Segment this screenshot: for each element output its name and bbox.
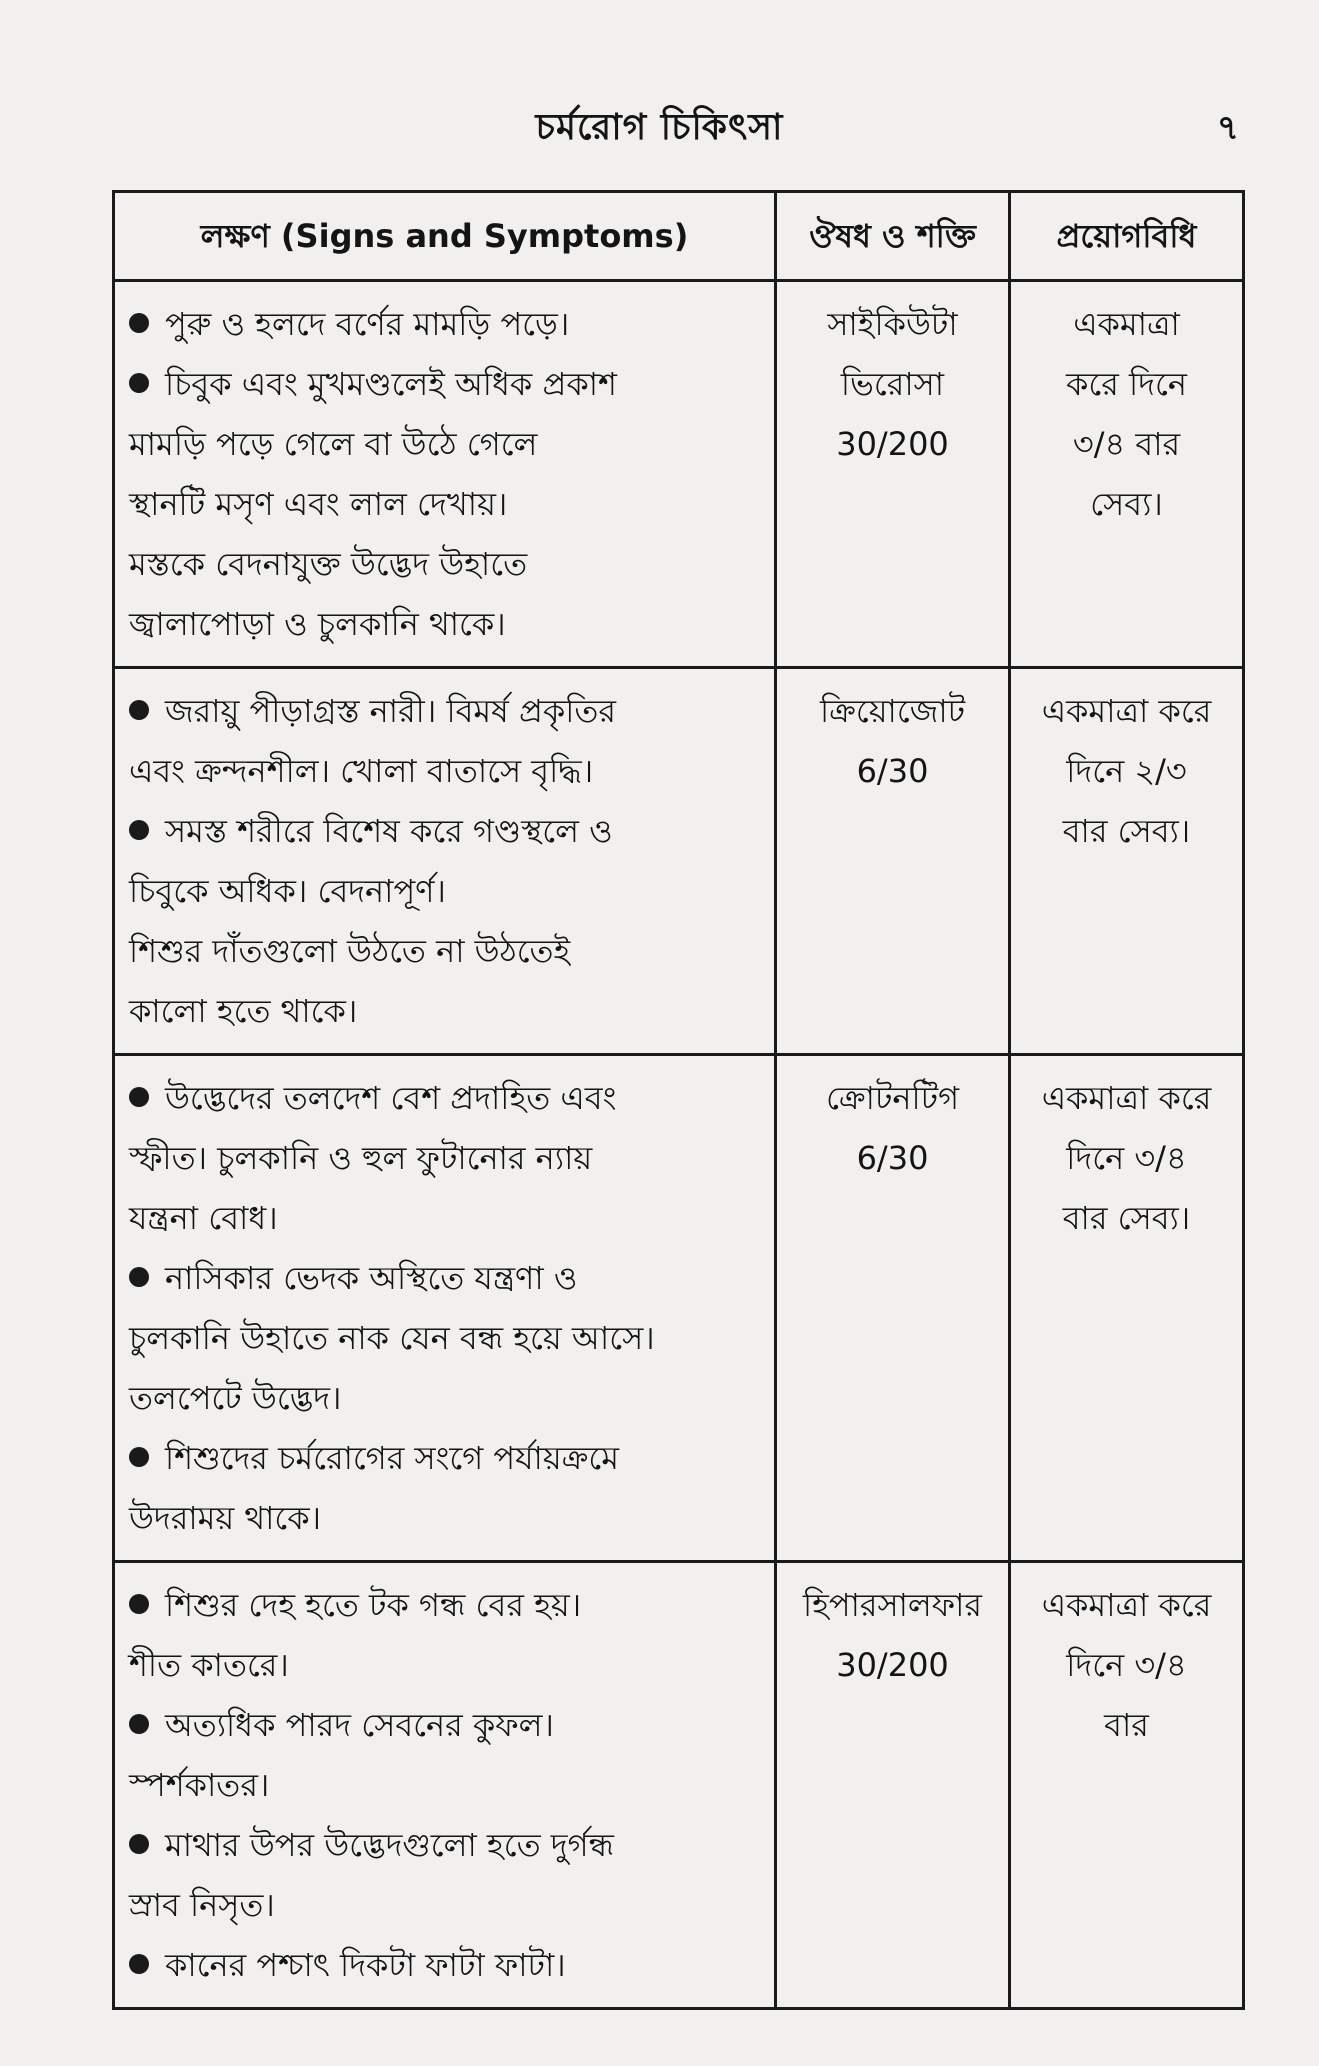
- symptoms-cell: [114, 281, 776, 668]
- cell-line: [129, 1128, 764, 1188]
- bullet-icon: [129, 1834, 149, 1854]
- line-text: একমাত্রা করে: [1041, 1586, 1212, 1624]
- cell-line: [129, 1188, 764, 1248]
- line-text: ক্রোটনটিগ: [825, 1079, 960, 1117]
- cell-line: [1017, 681, 1236, 741]
- page-number: ৭: [1216, 108, 1239, 148]
- cell-line: [129, 354, 764, 414]
- cell-line: [1017, 474, 1236, 534]
- cell-line: [129, 801, 764, 861]
- table-body: [114, 281, 1244, 2009]
- line-text: 30/200: [836, 425, 949, 463]
- cell-line: [129, 1575, 764, 1635]
- dosage-cell: [1010, 281, 1244, 668]
- bullet-icon: [129, 1714, 149, 1734]
- line-text: চুলকানি উহাতে নাক যেন বন্ধ হয়ে আসে।: [129, 1319, 655, 1357]
- line-text: 30/200: [836, 1646, 949, 1684]
- table-row: [114, 668, 1244, 1055]
- cell-line: [1017, 1695, 1236, 1755]
- cell-line: [1017, 801, 1236, 861]
- cell-line: [783, 1575, 1002, 1635]
- line-text: দিনে ৩/৪: [1066, 1139, 1187, 1177]
- cell-line: [129, 1308, 764, 1368]
- line-text: 6/30: [856, 752, 929, 790]
- line-text: অত্যধিক পারদ সেবনের কুফল।: [165, 1706, 554, 1744]
- table-row: [114, 1055, 1244, 1562]
- line-text: 6/30: [856, 1139, 929, 1177]
- line-text: পুরু ও হলদে বর্ণের মামড়ি পড়ে।: [165, 305, 570, 343]
- line-text: দিনে ৩/৪: [1066, 1646, 1187, 1684]
- cell-line: [129, 1368, 764, 1428]
- line-text: নাসিকার ভেদক অস্থিতে যন্ত্রণা ও: [165, 1259, 578, 1297]
- medicine-cell: [776, 1562, 1010, 2009]
- cell-line: [783, 741, 1002, 801]
- symptoms-cell: [114, 668, 776, 1055]
- line-text: বার সেব্য।: [1062, 812, 1191, 850]
- cell-line: [129, 1068, 764, 1128]
- cell-line: [783, 681, 1002, 741]
- cell-line: [1017, 294, 1236, 354]
- line-text: মামড়ি পড়ে গেলে বা উঠে গেলে: [129, 425, 538, 463]
- line-text: ভিরোসা: [840, 365, 945, 403]
- page-header: [0, 96, 1319, 156]
- line-text: কানের পশ্চাৎ দিকটা ফাটা ফাটা।: [165, 1946, 566, 1984]
- cell-line: [1017, 354, 1236, 414]
- line-text: বার সেব্য।: [1062, 1199, 1191, 1237]
- cell-line: [129, 1428, 764, 1488]
- cell-line: [129, 861, 764, 921]
- cell-line: [1017, 1575, 1236, 1635]
- line-text: শিশুর দাঁতগুলো উঠতে না উঠতেই: [129, 932, 571, 970]
- line-text: মাথার উপর উদ্ভেদগুলো হতে দুর্গন্ধ: [165, 1826, 614, 1864]
- line-text: মস্তকে বেদনাযুক্ত উদ্ভেদ উহাতে: [129, 545, 528, 583]
- line-text: এবং ক্রন্দনশীল। খোলা বাতাসে বৃদ্ধি।: [129, 752, 594, 790]
- cell-line: [129, 681, 764, 741]
- cell-line: [783, 1635, 1002, 1695]
- line-text: হিপারসালফার: [802, 1586, 983, 1624]
- column-header-dosage: প্রয়োগবিধি: [1010, 192, 1244, 281]
- bullet-icon: [129, 700, 149, 720]
- line-text: স্রাব নিসৃত।: [129, 1886, 275, 1924]
- line-text: কালো হতে থাকে।: [129, 992, 358, 1030]
- medicine-cell: [776, 668, 1010, 1055]
- cell-line: [1017, 1635, 1236, 1695]
- line-text: জ্বালাপোড়া ও চুলকানি থাকে।: [129, 605, 506, 643]
- line-text: সেব্য।: [1090, 485, 1163, 523]
- bullet-icon: [129, 820, 149, 840]
- line-text: একমাত্রা: [1073, 305, 1180, 343]
- cell-line: [129, 1935, 764, 1995]
- cell-line: [783, 354, 1002, 414]
- line-text: সাইকিউটা: [827, 305, 958, 343]
- dosage-cell: [1010, 1055, 1244, 1562]
- cell-line: [129, 1695, 764, 1755]
- line-text: শিশুর দেহ হতে টক গন্ধ বের হয়।: [165, 1586, 582, 1624]
- line-text: যন্ত্রনা বোধ।: [129, 1199, 278, 1237]
- line-text: বার: [1104, 1706, 1149, 1744]
- cell-line: [129, 594, 764, 654]
- cell-line: [129, 741, 764, 801]
- cell-line: [129, 474, 764, 534]
- line-text: চিবুকে অধিক। বেদনাপূর্ণ।: [129, 872, 446, 910]
- column-header-medicine: ঔষধ ও শক্তি: [776, 192, 1010, 281]
- cell-line: [129, 1635, 764, 1695]
- bullet-icon: [129, 1447, 149, 1467]
- line-text: করে দিনে: [1066, 365, 1187, 403]
- medicine-cell: [776, 281, 1010, 668]
- remedy-table: [112, 190, 1245, 2010]
- cell-line: [1017, 1068, 1236, 1128]
- bullet-icon: [129, 1594, 149, 1614]
- table-header: [114, 192, 1244, 281]
- table-row: [114, 281, 1244, 668]
- cell-line: [129, 294, 764, 354]
- bullet-icon: [129, 1087, 149, 1107]
- line-text: জরায়ু পীড়াগ্রস্ত নারী। বিমর্ষ প্রকৃতির: [165, 692, 617, 730]
- table-row: [114, 1562, 1244, 2009]
- cell-line: [129, 1488, 764, 1548]
- page-title: চর্মরোগ চিকিৎসা: [535, 107, 784, 148]
- bullet-icon: [129, 1954, 149, 1974]
- medicine-cell: [776, 1055, 1010, 1562]
- line-text: স্ফীত। চুলকানি ও হুল ফুটানোর ন্যায়: [129, 1139, 593, 1177]
- line-text: ক্রিয়োজোট: [819, 692, 966, 730]
- cell-line: [129, 1815, 764, 1875]
- cell-line: [783, 294, 1002, 354]
- cell-line: [129, 1755, 764, 1815]
- symptoms-cell: [114, 1055, 776, 1562]
- cell-line: [783, 414, 1002, 474]
- line-text: শীত কাতরে।: [129, 1646, 289, 1684]
- cell-line: [129, 1875, 764, 1935]
- line-text: চিবুক এবং মুখমণ্ডলেই অধিক প্রকাশ: [165, 365, 617, 403]
- cell-line: [1017, 1188, 1236, 1248]
- line-text: তলপেটে উদ্ভেদ।: [129, 1379, 342, 1417]
- cell-line: [1017, 741, 1236, 801]
- cell-line: [129, 1248, 764, 1308]
- cell-line: [1017, 1128, 1236, 1188]
- dosage-cell: [1010, 668, 1244, 1055]
- bullet-icon: [129, 313, 149, 333]
- line-text: স্থানটি মসৃণ এবং লাল দেখায়।: [129, 485, 508, 523]
- dosage-cell: [1010, 1562, 1244, 2009]
- cell-line: [783, 1128, 1002, 1188]
- cell-line: [783, 1068, 1002, 1128]
- line-text: উদরাময় থাকে।: [129, 1499, 322, 1537]
- cell-line: [129, 414, 764, 474]
- line-text: শিশুদের চর্মরোগের সংগে পর্যায়ক্রমে: [165, 1439, 620, 1477]
- column-header-symptoms: লক্ষণ (Signs and Symptoms): [114, 192, 776, 281]
- cell-line: [1017, 414, 1236, 474]
- line-text: দিনে ২/৩: [1066, 752, 1187, 790]
- symptoms-cell: [114, 1562, 776, 2009]
- line-text: একমাত্রা করে: [1041, 692, 1212, 730]
- cell-line: [129, 981, 764, 1041]
- table-header-row: [114, 192, 1244, 281]
- bullet-icon: [129, 373, 149, 393]
- cell-line: [129, 534, 764, 594]
- cell-line: [129, 921, 764, 981]
- line-text: একমাত্রা করে: [1041, 1079, 1212, 1117]
- line-text: সমস্ত শরীরে বিশেষ করে গণ্ডস্থলে ও: [165, 812, 613, 850]
- line-text: উদ্ভেদের তলদেশ বেশ প্রদাহিত এবং: [165, 1079, 617, 1117]
- line-text: ৩/৪ বার: [1072, 425, 1181, 463]
- line-text: স্পর্শকাতর।: [129, 1766, 270, 1804]
- bullet-icon: [129, 1267, 149, 1287]
